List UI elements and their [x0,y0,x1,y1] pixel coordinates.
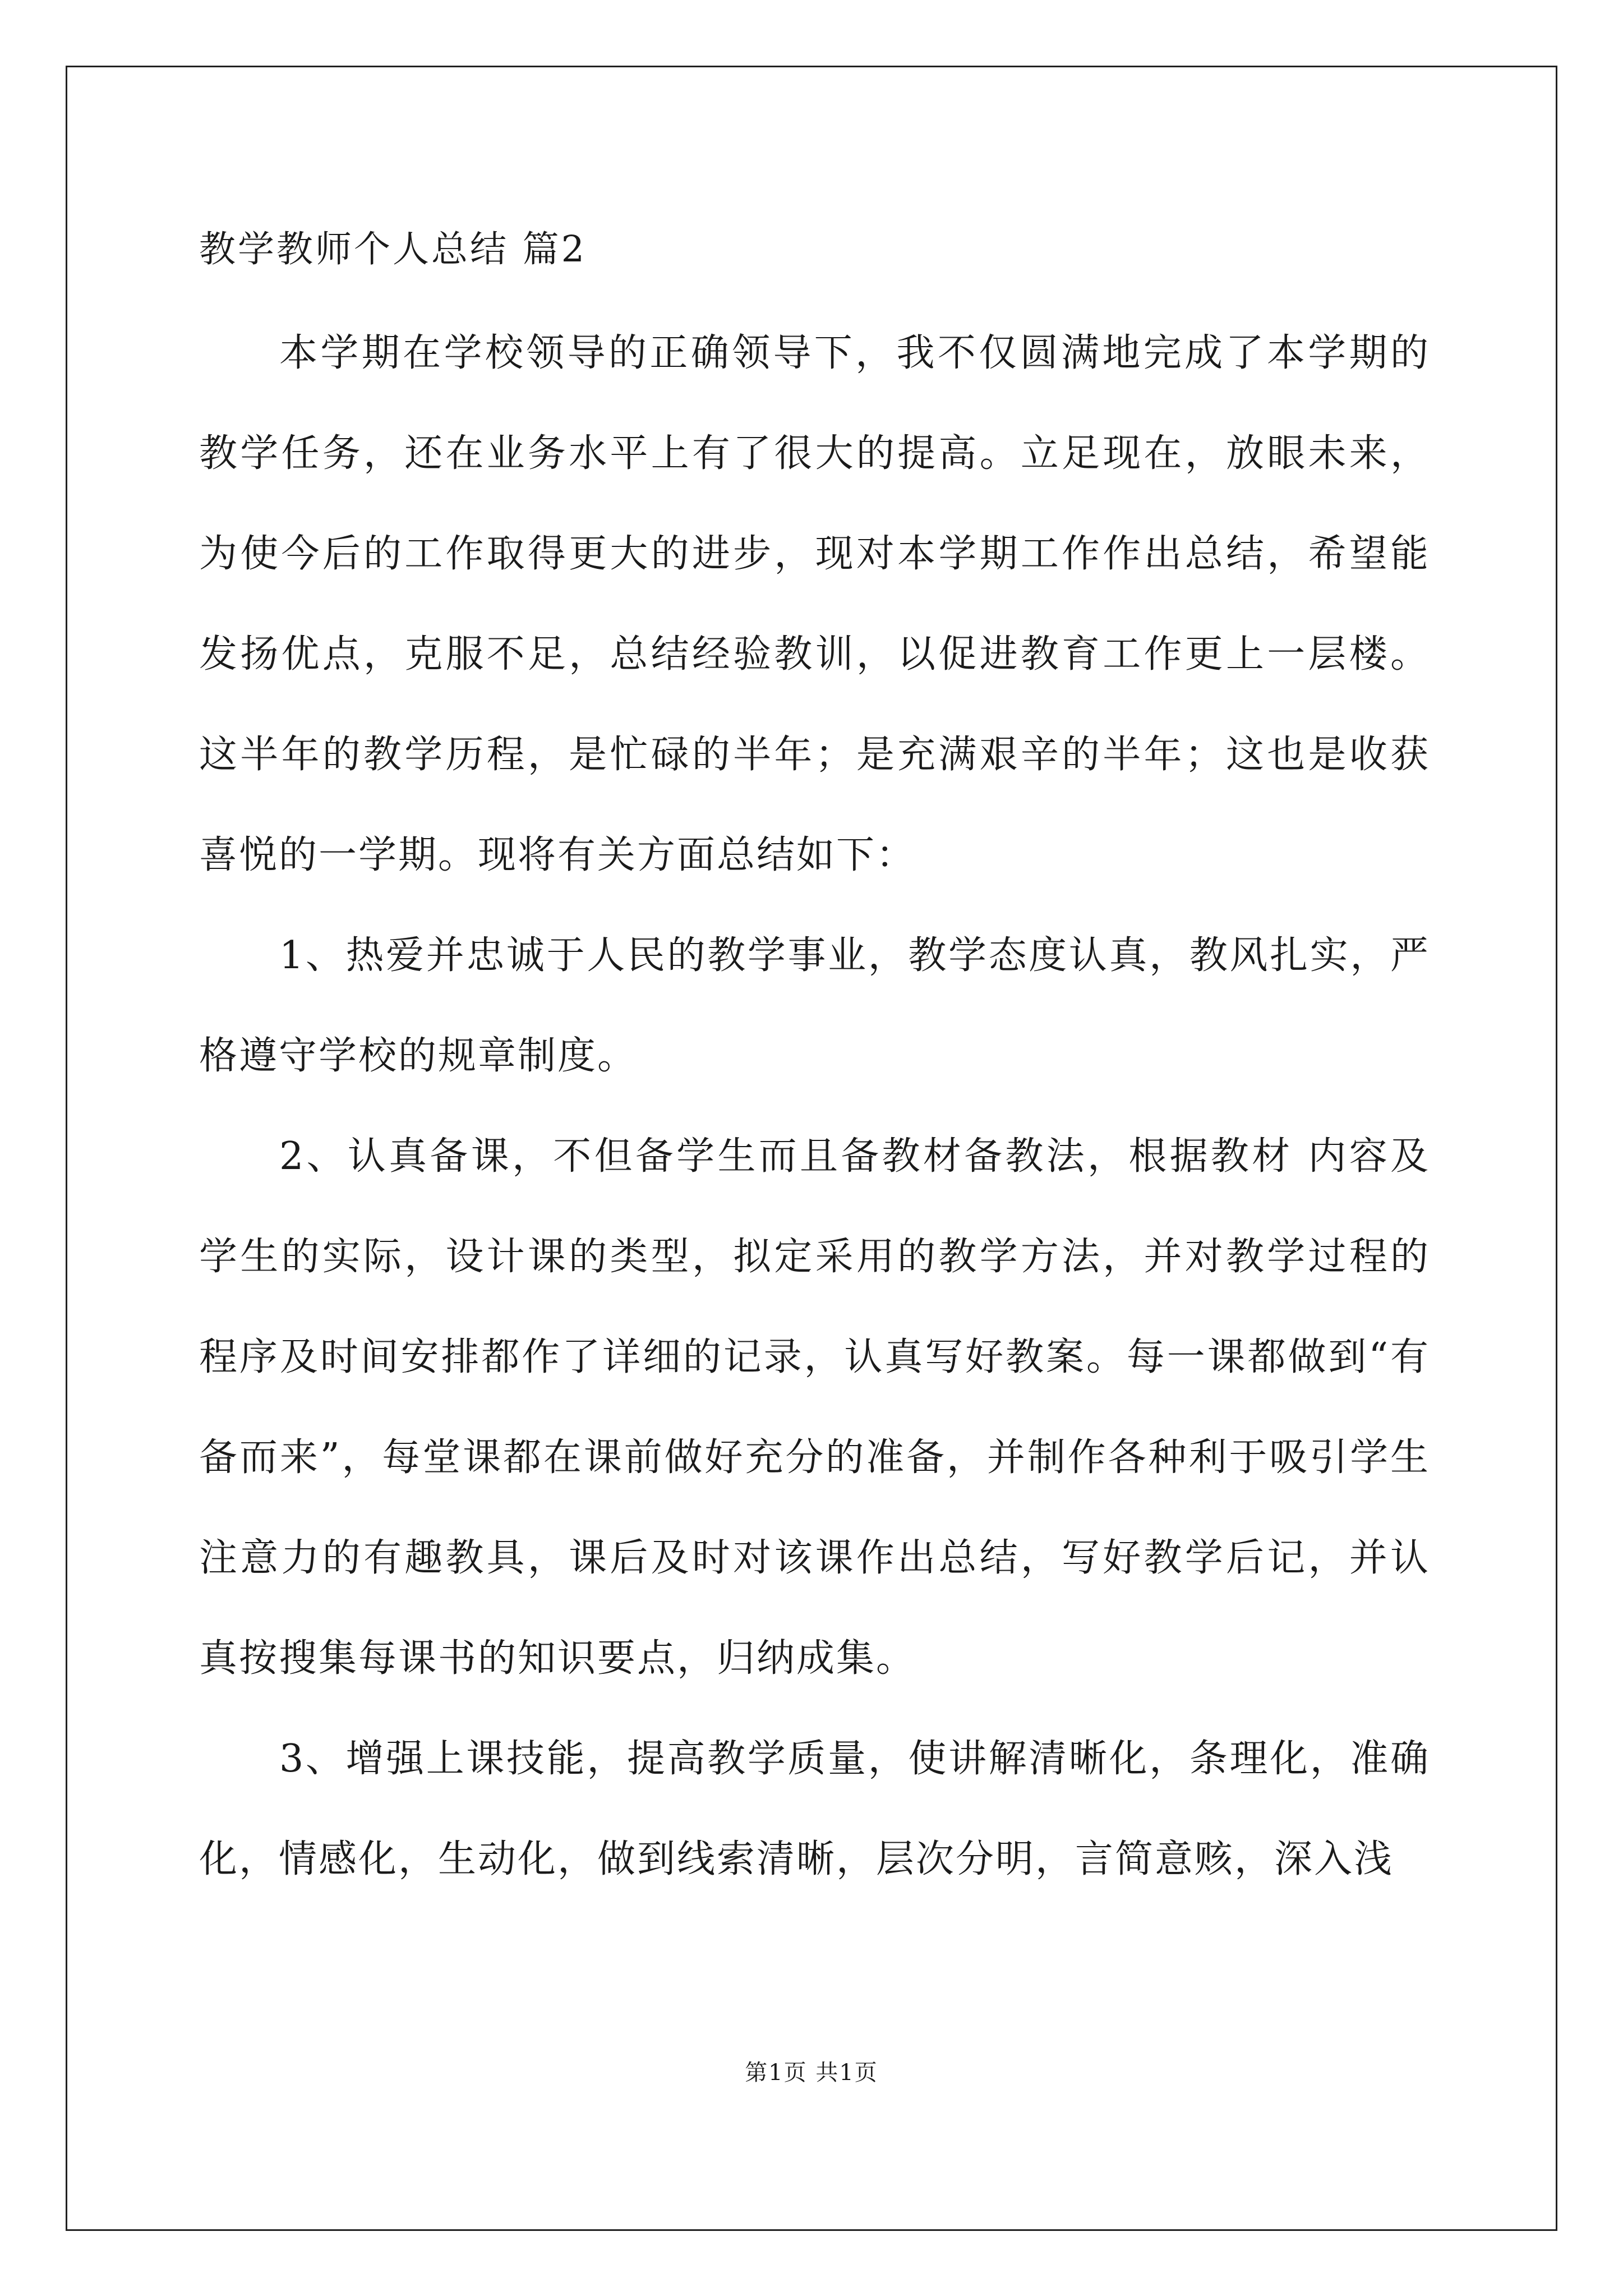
document-title: 教学教师个人总结 篇2 [199,228,587,270]
paragraph-item-1: 1、热爱并忠诚于人民的教学事业，教学态度认真，教风扎实，严格遵守学校的规章制度。 [199,933,1430,1078]
paragraph-intro: 本学期在学校领导的正确领导下，我不仅圆满地完成了本学期的教学任务，还在业务水平上有了很大的提高。立足现在，放眼未来，为使今后的工作取得更大的进步，现对本学期工作作出总结，希望能发扬优点，克服不足，总结经验教训，以促进教育工作更上一层楼。这半年的教学历程，是忙碌的半年；是充满艰辛的半年；这也是收获喜悦的一学期。现将有关方面总结如下： [199,331,1430,877]
page-footer: 第1页 共1页 [745,2060,878,2086]
paragraph-item-3: 3、增强上课技能，提高教学质量，使讲解清晰化，条理化，准确化，情感化，生动化，做到线索清晰，层次分明，言简意赅，深入浅 [199,1737,1430,1881]
paragraph-item-2: 2、认真备课，不但备学生而且备教材备教法，根据教材 内容及学生的实际，设计课的类型，拟定采用的教学方法，并对教学过程的程序及时间安排都作了详细的记录，认真写好教案。每一课都做到“有备而来”，每堂课都在课前做好充分的准备，并制作各种利于吸引学生注意力的有趣教具，课后及时对该课作出总结，写好教学后记，并认真按搜集每课书的知识要点，归纳成集。 [199,1134,1430,1681]
document-body [199,222,1430,1910]
